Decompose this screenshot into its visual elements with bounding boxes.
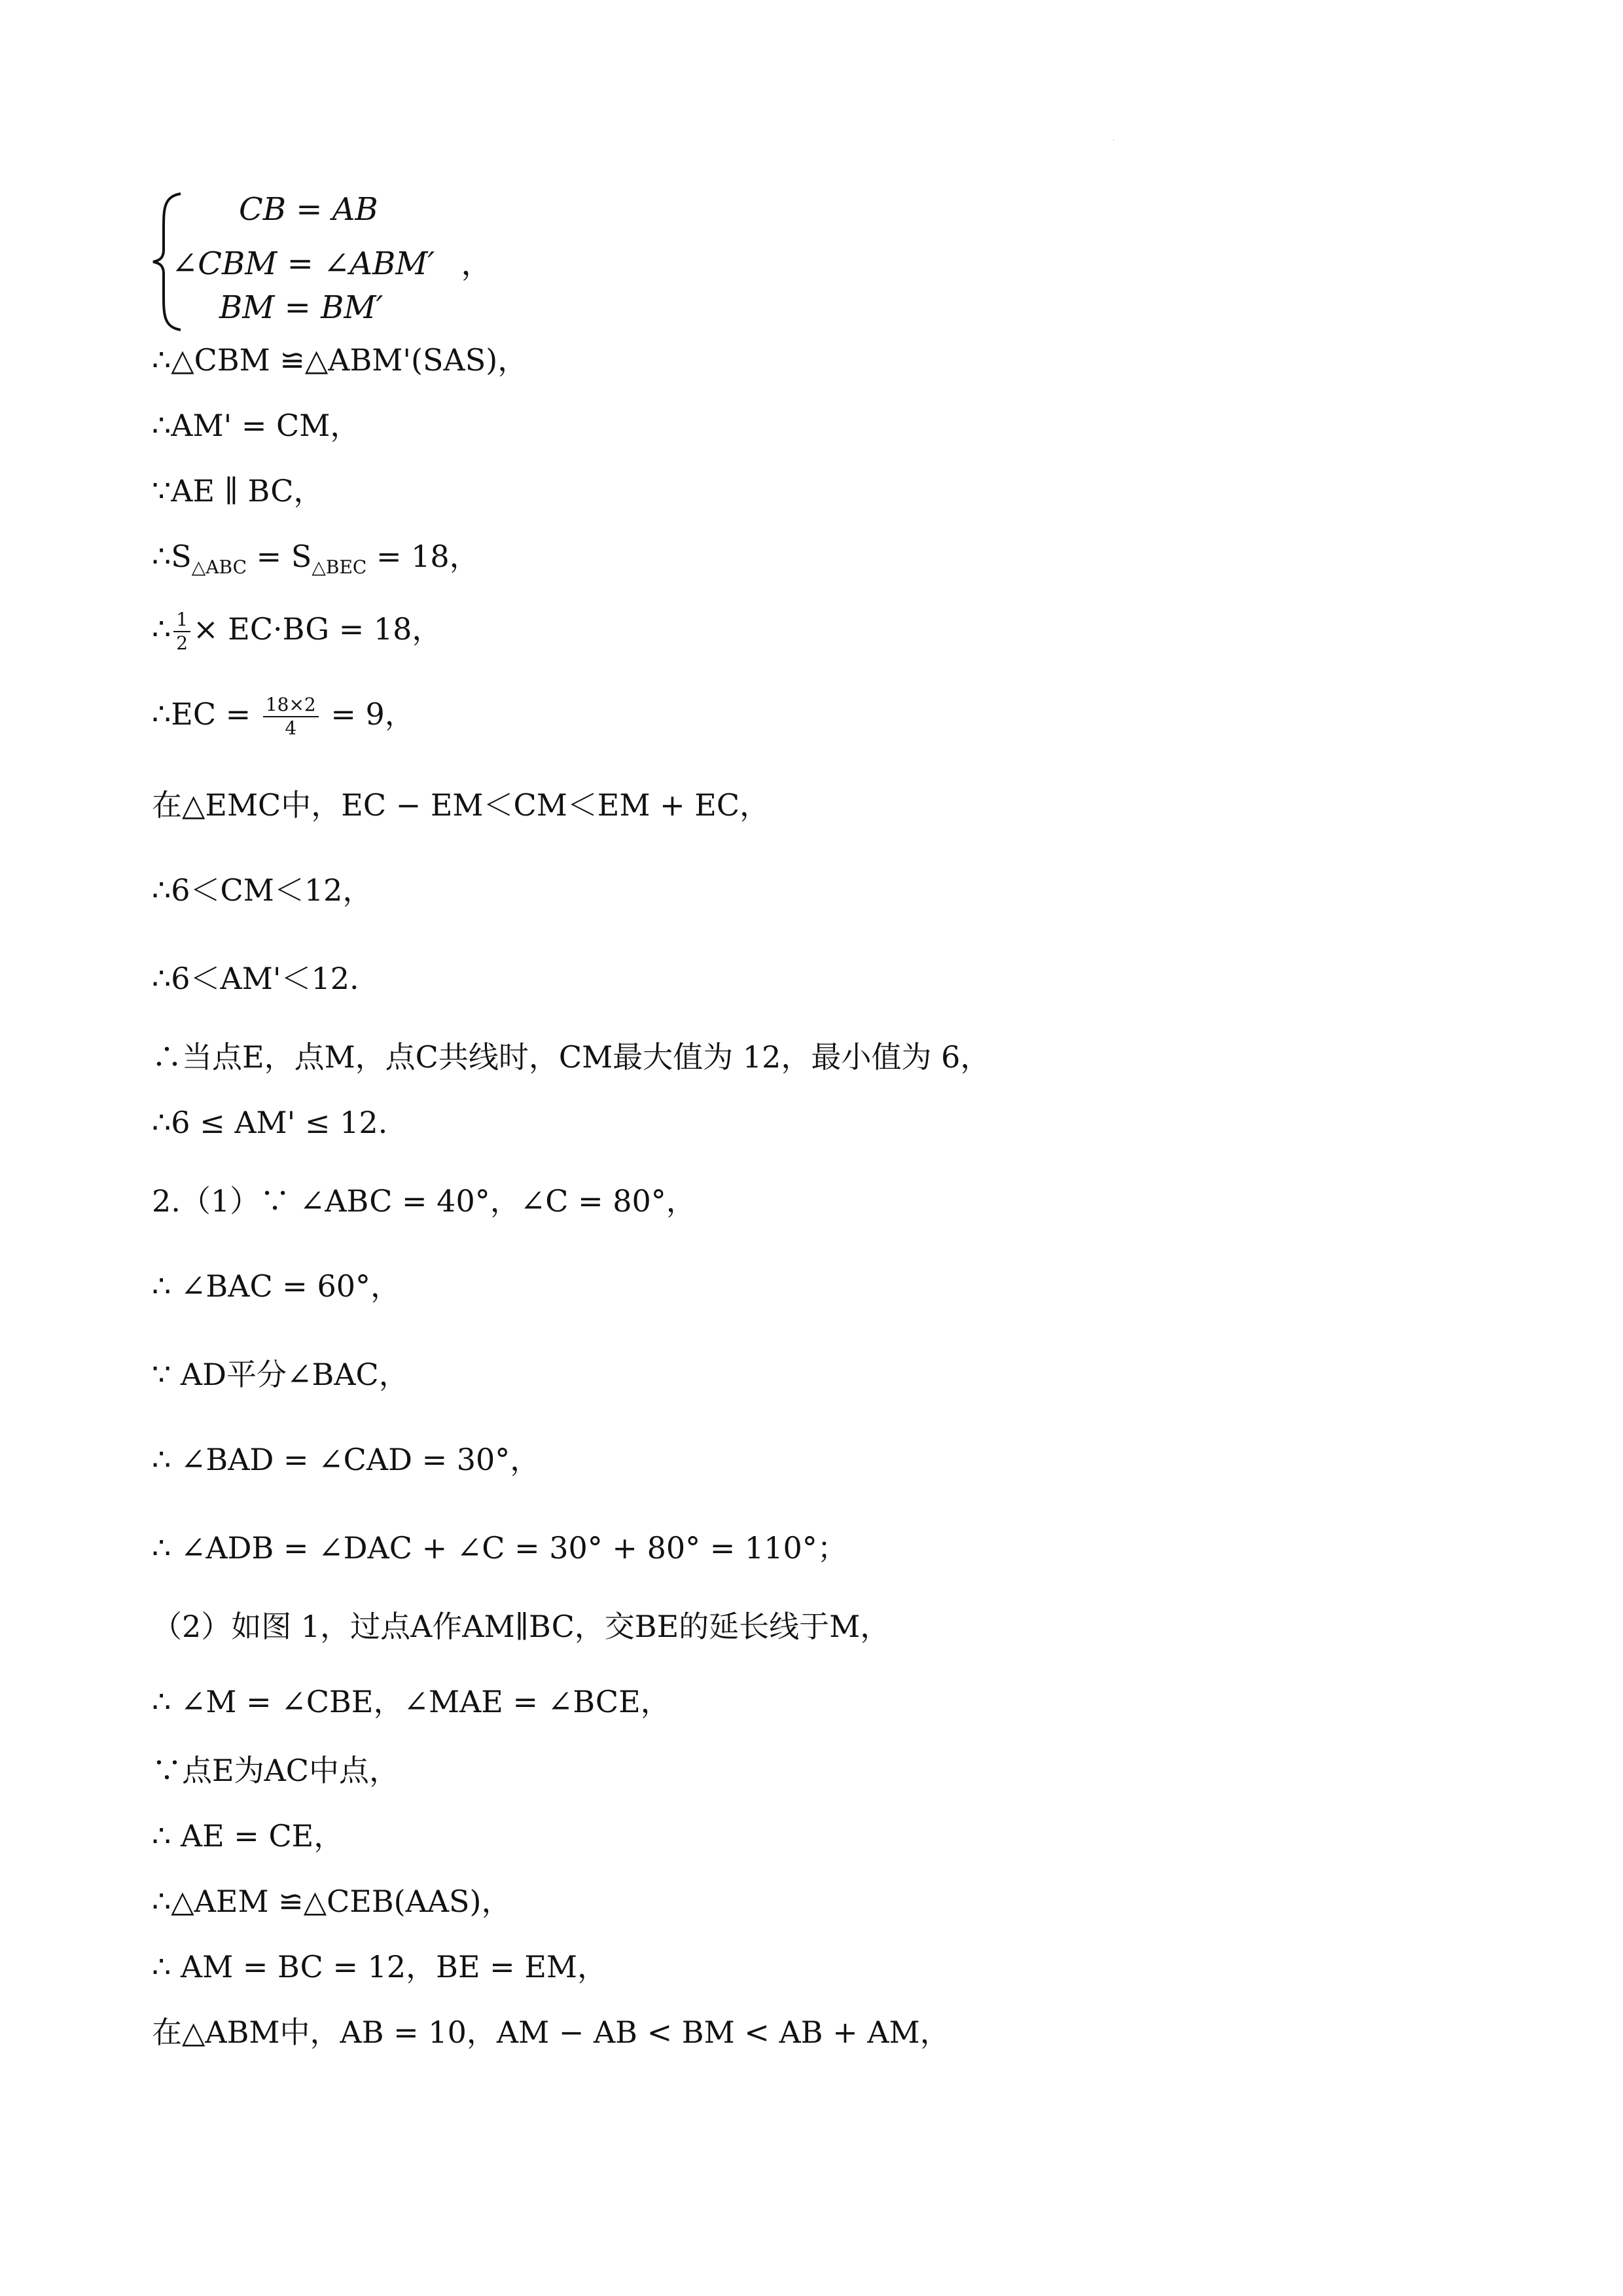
line-congruence-aas: ∴△AEM ≌△CEB(AAS)， — [152, 1884, 512, 1919]
line-collinear: ∴当点E，点M，点C共线时，CM最大值为 12，最小值为 6， — [152, 1039, 991, 1075]
area-prefix: ∴S — [152, 539, 192, 574]
area-mid: = S — [247, 539, 312, 574]
area-suffix: = 18， — [366, 539, 480, 574]
line-bad-cad: ∴ ∠BAD = ∠CAD = 30°， — [152, 1442, 541, 1477]
fraction-ec — [263, 694, 319, 740]
area-sub-abc: △ABC — [191, 556, 247, 579]
line-ad-bisects: ∵ AD平分∠BAC， — [152, 1357, 409, 1392]
line-area-equal — [152, 537, 480, 587]
fraction-ec-den: 4 — [285, 717, 297, 739]
line-adb: ∴ ∠ADB = ∠DAC + ∠C = 30° + 80° = 110°； — [152, 1530, 847, 1566]
brace-row-2 — [171, 238, 492, 283]
line-congruence-sas: ∴△CBM ≌△ABM'(SAS)， — [152, 342, 528, 378]
line-am-final: ∴6 ≤ AM' ≤ 12. — [152, 1105, 388, 1140]
line-am-range: ∴6＜AM'＜12. — [152, 961, 359, 996]
line-e-midpoint: ∵点E为AC中点， — [152, 1753, 399, 1788]
brace-row-1: CB = AB — [239, 191, 378, 228]
brace-row-2-text: ∠CBM = ∠ABM′ — [171, 245, 435, 282]
brace-row-3: BM = BM′ — [219, 289, 383, 326]
line-ec-value — [152, 694, 415, 740]
fraction-half-den: 2 — [176, 632, 188, 654]
area-sub-bec: △BEC — [312, 556, 367, 579]
line-ae-ce: ∴ AE = CE， — [152, 1818, 344, 1854]
line-bac: ∴ ∠BAC = 60°， — [152, 1268, 401, 1304]
line-am-eq-cm: ∴AM' = CM， — [152, 408, 361, 443]
ec-suffix: = 9， — [321, 696, 415, 732]
line-part2-construction: （2）如图 1，过点A作AM∥BC，交BE的延长线于M， — [152, 1609, 891, 1644]
line-ae-parallel-bc: ∵AE ∥ BC， — [152, 473, 324, 509]
brace-row-2-suffix: ， — [461, 245, 493, 282]
fraction-ec-num: 18×2 — [263, 694, 319, 717]
line-am-bc: ∴ AM = BC = 12，BE = EM， — [152, 1949, 608, 1984]
page-speck: · — [1113, 137, 1115, 145]
line-half-ec-bg — [152, 609, 442, 655]
ec-prefix: ∴EC = — [152, 696, 260, 732]
line-triangle-emc: 在△EMC中，EC − EM＜CM＜EM + EC， — [152, 787, 770, 823]
fraction-half — [173, 609, 190, 655]
fraction-half-num: 1 — [173, 609, 190, 632]
half-suffix: × EC·BG = 18， — [193, 611, 442, 647]
line-triangle-abm: 在△ABM中，AB = 10，AM − AB < BM < AB + AM， — [152, 2015, 950, 2050]
line-q2-given: 2.（1）∵ ∠ABC = 40°，∠C = 80°， — [152, 1183, 696, 1219]
line-angles-equal: ∴ ∠M = ∠CBE，∠MAE = ∠BCE， — [152, 1684, 671, 1719]
line-cm-range: ∴6＜CM＜12， — [152, 872, 373, 908]
half-prefix: ∴ — [152, 611, 171, 647]
